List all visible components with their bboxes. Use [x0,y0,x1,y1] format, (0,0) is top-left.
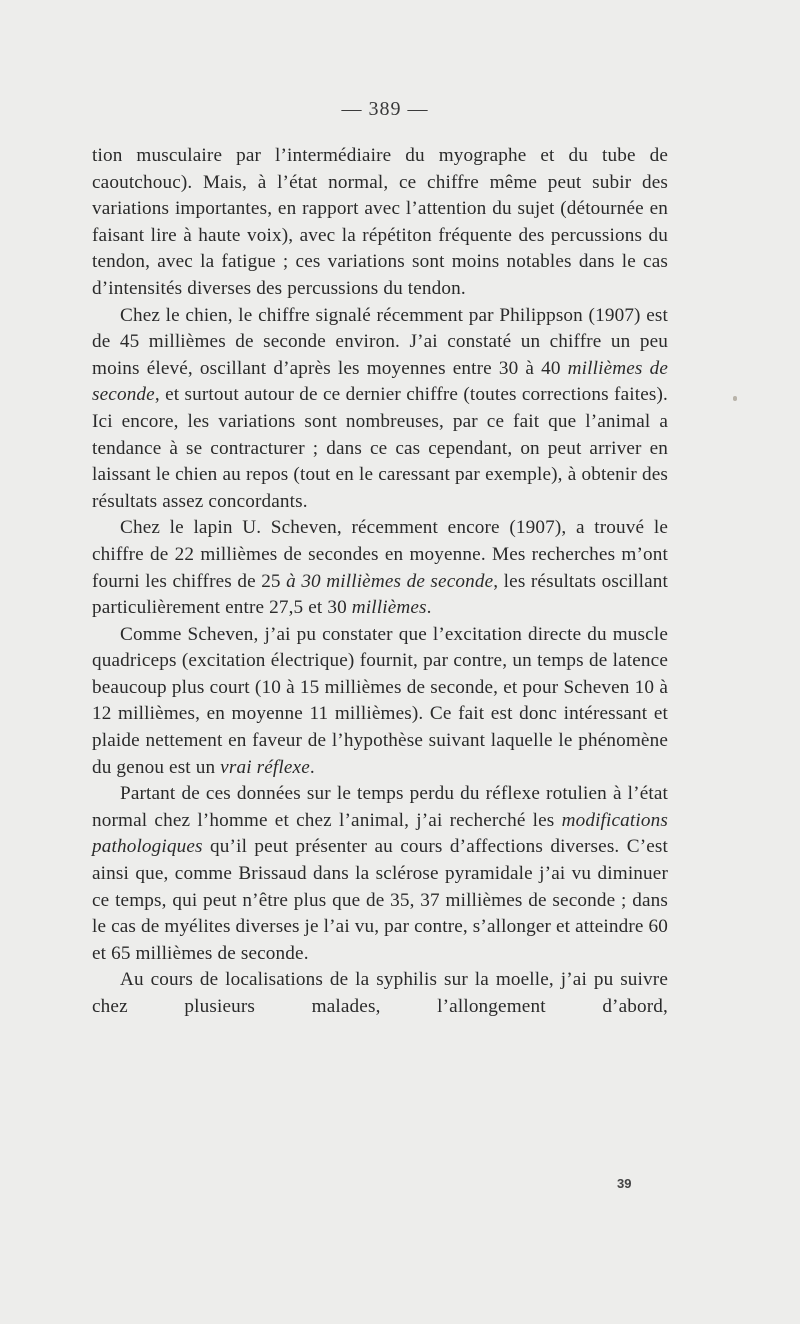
body-text [92,143,668,1021]
signature-mark: 39 [617,1176,632,1191]
paper-speck [733,396,737,401]
paragraph: Chez le lapin U. Scheven, récemment encore (1907), a trouvé le chiffre de 22 millièmes de secondes en moyenne. Mes recherches m’ont fourni les chiffres de 25 à 30 millièmes de seconde, les résultats oscillant particulièrement entre 27,5 et 30 millièmes. [92,517,668,619]
paragraph: Partant de ces données sur le temps perdu du réflexe rotulien à l’état normal chez l’homme et chez l’animal, j’ai recherché les modifications pathologiques qu’il peut présenter au cours d’affections diverses. C’est ainsi que, comme Brissaud dans la sclérose pyramidale j’ai vu diminuer ce temps, qui peut n’être plus que de 35, 37 millièmes de seconde ; dans le cas de myélites diverses je l’ai vu, par contre, s’allonger et atteindre 60 et 65 millièmes de seconde. [92,783,668,964]
paragraph: Chez le chien, le chiffre signalé récemment par Philippson (1907) est de 45 millièmes de seconde environ. J’ai constaté un chiffre un peu moins élevé, oscillant d’après les moyennes entre 30 à 40 millièmes de seconde, et surtout autour de ce dernier chiffre (toutes corrections faites). Ici encore, les variations sont nombreuses, par ce fait que l’animal a tendance à se contracturer ; dans ce cas cependant, on peut arriver en laissant le chien au repos (tout en le caressant par exemple), à obtenir des résultats assez concordants. [92,304,668,512]
italic-phrase: modifications pathologiques [92,809,668,858]
page-number: — 389 — [341,98,429,120]
italic-phrase: vrai réflexe [220,756,310,778]
paragraph: tion musculaire par l’intermédiaire du myographe et du tube de caoutchouc). Mais, à l’état normal, ce chiffre même peut subir des variations importantes, en rapport avec l’attention du sujet (détournée en faisant lire à haute voix), avec la répétiton fréquente des percussions du tendon, avec la fatigue ; ces variations sont moins notables dans le cas d’intensités diverses des percussions du tendon. [92,145,668,299]
paragraph: Comme Scheven, j’ai pu constater que l’excitation directe du muscle quadriceps (excitation électrique) fournit, par contre, un temps de latence beaucoup plus court (10 à 15 millièmes de seconde, et pour Scheven 10 à 12 millièmes, en moyenne 11 millièmes). Ce fait est donc intéressant et plaide nettement en faveur de l’hypothèse suivant laquelle le phénomène du genou est un vrai réflexe. [92,623,668,778]
italic-phrase: à 30 millièmes de seconde [286,570,494,592]
italic-phrase: millièmes [351,597,427,619]
paragraph: Au cours de localisations de la syphilis sur la moelle, j’ai pu suivre chez plusieurs malades, l’allongement d’abord, [92,969,668,1017]
italic-phrase: millièmes de seconde [92,357,668,406]
